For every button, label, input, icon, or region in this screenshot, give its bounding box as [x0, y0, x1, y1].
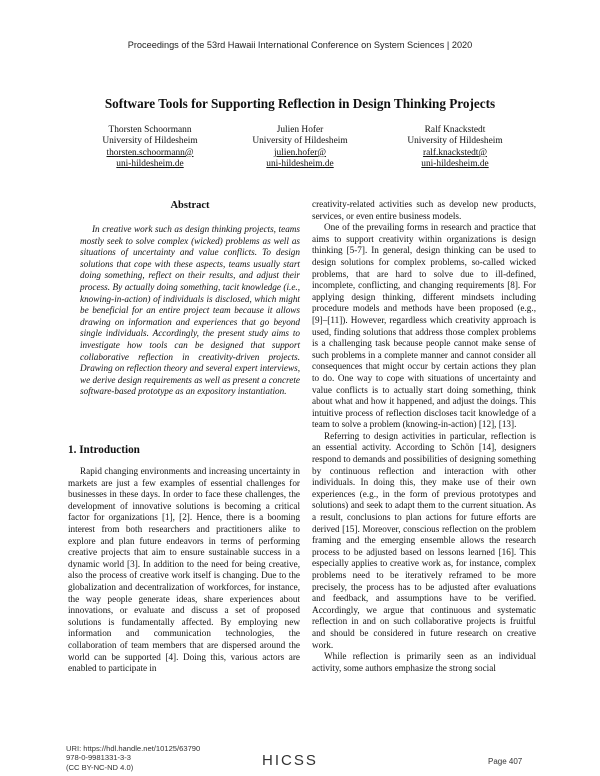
body-paragraph: Referring to design activities in particular, reflection is an essential activity. According to Schön [14], designers respond to demands and possibilities of designing something by continuous reflection and interaction with other individuals. In doing this, they make use of their own experiences (e.g., in the form of previous prototypes and solutions) and seek to adapt them to the current situation. As a result, conclusions to plan actions for future efforts are derived [15]. Moreover, conscious reflection on the problem framing and the emerging ensemble allows the research process to be adjusted based on lessons learned [16]. This especially applies to creative work as, for instance, complex problems need to be iteratively reframed to be more precisely, the process has to be adjusted after evaluations and feedback, and assumptions have to be verified. Accordingly, we argue that continuous and systematic reflection in and on such collaborative projects is fruitful and should be considered in future research on creative work.	[312, 430, 536, 650]
author-name: Thorsten Schoormann	[108, 125, 192, 135]
body-paragraph: While reflection is primarily seen as an individual activity, some authors emphasize the strong social	[312, 651, 536, 673]
right-column	[312, 199, 536, 674]
abstract-paragraph: In creative work such as design thinking projects, teams mostly seek to solve complex (wicked) problems as well as situations of uncertainty and value conflicts. To design solutions that cope with these aspects, teams usually start doing something, reflect on their results, and adjust their process. By actually doing something, tacit knowledge (i.e., knowing-in-action) of individuals is disclosed, which might be beneficial for an entire project team because it allows drawing on information and experiences that go beyond single individuals. Accordingly, the present study aims to investigate how tools can be designed that support collaborative reflection in creativity-driven projects. Drawing on reflection theory and several expert interviews, we derive design requirements as well as present a concrete software-based prototype as an expository instantiation.	[80, 224, 300, 397]
introduction-column	[68, 466, 300, 675]
introduction-heading: 1. Introduction	[68, 444, 140, 456]
abstract-heading: Abstract	[170, 200, 210, 211]
body-paragraph: Rapid changing environments and increasing uncertainty in markets are just a few examples of essential challenges for businesses in these days. In order to face these challenges, the development of innovative solutions is becoming a critical factor for organizations [1], [2]. Hence, there is a booming interest from both researchers and practitioners alike to explore and plan future endeavors in terms of performing creative projects that aim to ensure sustainable success in a dynamic world [3]. In addition to the need for being creative, also the process of creative work itself is changing. Due to the globalization and decentralization of workforces, for instance, the way people generate ideas, share experiences about innovations, or evaluate and discuss a set of proposed solutions is fundamentally affected. By employing new information and communication technologies, the collaboration of team members that are dispersed around the world can be supported [4]. Doing this, various actors are enabled to participate in	[68, 466, 300, 674]
author-affiliation: University of Hildesheim	[102, 136, 198, 147]
author-email-link[interactable]: thorsten.schoormann@	[106, 147, 194, 158]
author-email-link[interactable]: ralf.knackstedt@	[422, 147, 488, 158]
author-email-domain-link[interactable]: uni-hildesheim.de	[421, 159, 489, 170]
body-paragraph: creativity-related activities such as develop new products, services, or even entire business models.	[312, 199, 536, 221]
footer-license: (CC BY-NC-ND 4.0)	[66, 762, 134, 772]
author-name: Ralf Knackstedt	[424, 125, 486, 135]
footer-uri[interactable]: URI: https://hdl.handle.net/10125/63790	[66, 744, 201, 753]
body-paragraph: One of the prevailing forms in research and practice that aims to support creativity within organizations is design thinking [5-7]. In general, design thinking can be used to design solutions for complex problems, so-called wicked problems, that are hard to solve due to ill-defined, incomplete, conflicting, and changing requirements [8]. For applying design thinking, different mindsets including procedure models and methods have been proposed (e.g., [9]–[11]). However, regardless which creativity approach is used, finding solutions that address those complex problems is a challenging task because people cannot make sense of such problems in a complete manner and cannot consider all consequences that might occur by certain actions they plan to do. One way to cope with situations of uncertainty and value conflicts is to actually start doing something, think about what and how it happened, and adjust the doings. This intuitive process of reflection discloses tacit knowledge of a team to solve a problem (knowing-in-action) [12], [13].	[312, 222, 536, 430]
footer-info	[66, 744, 200, 772]
hicss-logo: HICSS	[262, 752, 318, 769]
footer-isbn: 978-0-9981331-3-3	[66, 753, 132, 763]
author-name: Julien Hofer	[276, 125, 324, 135]
author-email-domain-link[interactable]: uni-hildesheim.de	[266, 159, 334, 170]
author-affiliation: University of Hildesheim	[252, 136, 348, 147]
proceedings-header: Proceedings of the 53rd Hawaii International Conference on System Sciences | 2020	[127, 40, 473, 50]
author-affiliation: University of Hildesheim	[407, 136, 503, 147]
page-number: Page 407	[488, 757, 523, 766]
author-email-domain-link[interactable]: uni-hildesheim.de	[116, 159, 184, 170]
author-block-3	[365, 125, 545, 171]
author-block-2	[210, 125, 390, 171]
abstract-text	[80, 224, 300, 398]
author-email-link[interactable]: julien.hofer@	[273, 147, 327, 158]
paper-title: Software Tools for Supporting Reflection in Design Thinking Projects	[104, 96, 496, 111]
